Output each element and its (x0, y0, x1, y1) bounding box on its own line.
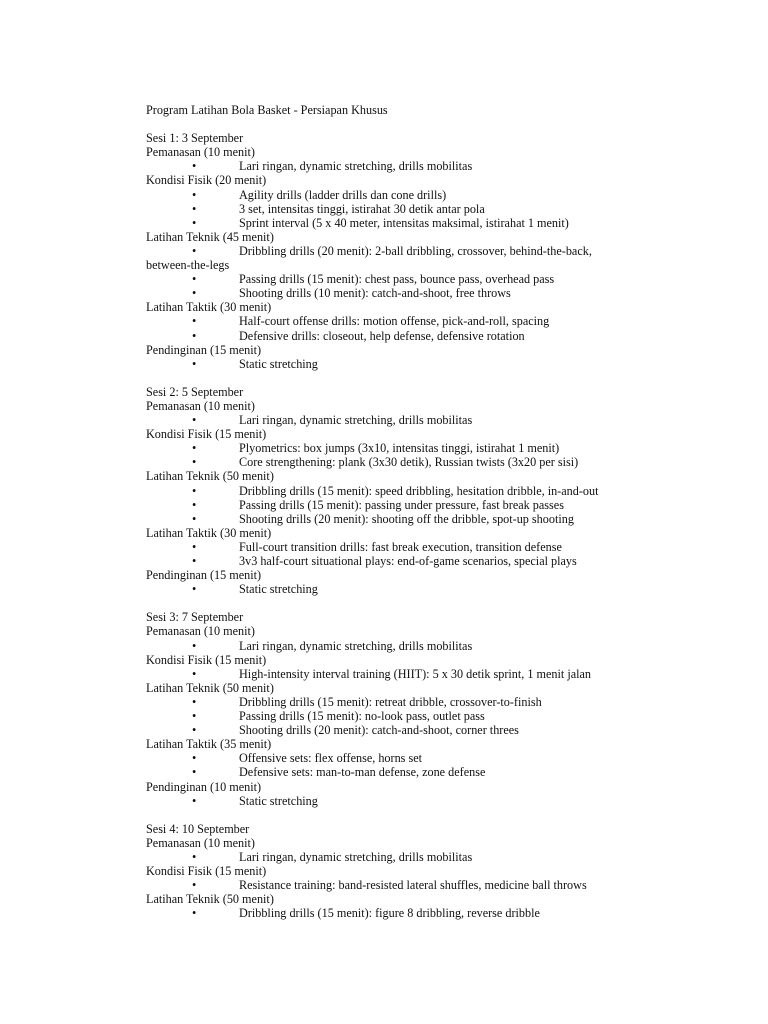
bullet-icon: • (192, 793, 197, 808)
bullet-icon: • (192, 328, 197, 343)
list-item (146, 498, 646, 512)
session-block (146, 822, 646, 921)
list-item (146, 878, 646, 892)
sessions-container (146, 131, 646, 920)
document-title: Program Latihan Bola Basket - Persiapan Khusus (146, 103, 388, 117)
section-label: Latihan Taktik (30 menit) (146, 300, 272, 315)
bullet-icon: • (192, 187, 197, 202)
list-item-text: Lari ringan, dynamic stretching, drills mobilitas (239, 638, 473, 653)
bullet-icon: • (192, 272, 197, 287)
list-item-text: Resistance training: band-resisted lateral shuffles, medicine ball throws (239, 878, 587, 893)
bullet-icon: • (192, 878, 197, 893)
bullet-icon: • (192, 666, 197, 681)
section-label: Latihan Teknik (45 menit) (146, 229, 274, 244)
bullet-icon: • (192, 441, 197, 456)
bullet-icon: • (192, 709, 197, 724)
list-item-text: Defensive drills: closeout, help defense, defensive rotation (239, 328, 525, 343)
section-label: Pemanasan (10 menit) (146, 835, 255, 850)
list-item-text: Dribbling drills (15 menit): retreat dribble, crossover-to-finish (239, 694, 542, 709)
list-item (146, 216, 646, 230)
list-item-text: Agility drills (ladder drills dan cone drills) (239, 187, 447, 202)
list-item (146, 639, 646, 653)
bullet-icon: • (192, 582, 197, 597)
section-label: Kondisi Fisik (15 menit) (146, 652, 267, 667)
list-item (146, 540, 646, 554)
list-item-text: 3v3 half-court situational plays: end-of-game scenarios, special plays (239, 554, 577, 568)
list-item-text: Dribbling drills (15 menit): speed dribbling, hesitation dribble, in-and-out (239, 483, 599, 498)
list-item-text: Lari ringan, dynamic stretching, drills mobilitas (239, 413, 473, 428)
bullet-icon: • (192, 497, 197, 512)
section-label: Latihan Teknik (50 menit) (146, 469, 274, 484)
list-item (146, 850, 646, 864)
bullet-icon: • (192, 511, 197, 526)
bullet-icon: • (192, 849, 197, 864)
bullet-icon: • (192, 314, 197, 329)
session-block (146, 131, 646, 371)
session-block (146, 610, 646, 807)
list-item-text: Core strengthening: plank (3x30 detik), Russian twists (3x20 per sisi) (239, 455, 579, 470)
list-item-text: Passing drills (15 menit): no-look pass, outlet pass (239, 709, 485, 724)
list-item-text: Static stretching (239, 356, 318, 371)
list-item (146, 286, 646, 300)
session-heading: Sesi 1: 3 September (146, 131, 244, 146)
list-item-text: Dribbling drills (20 menit): 2-ball dribbling, crossover, behind-the-back, (239, 243, 592, 258)
section-label: Pendinginan (10 menit) (146, 779, 262, 794)
bullet-icon: • (192, 554, 197, 568)
section-label: Latihan Taktik (30 menit) (146, 525, 272, 540)
session-block (146, 385, 646, 596)
list-item (146, 906, 646, 920)
bullet-icon: • (192, 694, 197, 709)
section-label: Latihan Teknik (50 menit) (146, 680, 274, 695)
bullet-icon: • (192, 638, 197, 653)
list-item-text: High-intensity interval training (HIIT): 5 x 30 detik sprint, 1 menit jalan (239, 666, 592, 681)
list-item (146, 188, 646, 202)
list-item-text: Passing drills (15 menit): passing under pressure, fast break passes (239, 497, 564, 512)
session-heading: Sesi 2: 5 September (146, 384, 244, 399)
list-item (146, 314, 646, 328)
list-item-text: Passing drills (15 menit): chest pass, bounce pass, overhead pass (239, 272, 555, 287)
list-item (146, 159, 646, 173)
list-item-text: Static stretching (239, 582, 318, 597)
bullet-icon: • (192, 413, 197, 428)
bullet-icon: • (192, 539, 197, 554)
session-heading: Sesi 4: 10 September (146, 821, 250, 836)
list-item (146, 244, 646, 258)
bullet-icon: • (192, 765, 197, 780)
list-item-text: Shooting drills (10 menit): catch-and-shoot, free throws (239, 286, 511, 301)
list-item-text: 3 set, intensitas tinggi, istirahat 30 detik antar pola (239, 201, 485, 216)
list-item (146, 484, 646, 498)
section-label: Pemanasan (10 menit) (146, 624, 255, 639)
bullet-icon: • (192, 906, 197, 921)
list-item (146, 202, 646, 216)
list-item-text: Half-court offense drills: motion offense, pick-and-roll, spacing (239, 314, 550, 329)
list-item-text: Lari ringan, dynamic stretching, drills mobilitas (239, 159, 473, 174)
section-label: Pendinginan (15 menit) (146, 342, 262, 357)
list-item (146, 272, 646, 286)
list-item (146, 709, 646, 723)
list-item-text: Plyometrics: box jumps (3x10, intensitas tinggi, istirahat 1 menit) (239, 441, 560, 456)
section-label: Pemanasan (10 menit) (146, 398, 255, 413)
list-item (146, 765, 646, 779)
section-label: Pendinginan (15 menit) (146, 568, 262, 583)
bullet-icon: • (192, 243, 197, 258)
list-item (146, 695, 646, 709)
list-item (146, 329, 646, 343)
list-item-text: Static stretching (239, 793, 318, 808)
section-label: Kondisi Fisik (15 menit) (146, 427, 267, 442)
list-item-text: Lari ringan, dynamic stretching, drills mobilitas (239, 849, 473, 864)
section-label: Kondisi Fisik (15 menit) (146, 864, 267, 879)
list-item (146, 723, 646, 737)
list-item-text: Dribbling drills (15 menit): figure 8 dribbling, reverse dribble (239, 906, 540, 921)
bullet-icon: • (192, 286, 197, 301)
list-item-text: Full-court transition drills: fast break execution, transition defense (239, 539, 562, 554)
bullet-icon: • (192, 751, 197, 766)
list-item-text: Offensive sets: flex offense, horns set (239, 751, 422, 766)
list-item (146, 554, 646, 568)
list-item (146, 357, 646, 371)
list-item (146, 441, 646, 455)
list-item (146, 413, 646, 427)
list-item-text: Defensive sets: man-to-man defense, zone defense (239, 765, 486, 780)
document-page (146, 103, 646, 935)
session-heading: Sesi 3: 7 September (146, 610, 244, 625)
list-item-continuation: between-the-legs (146, 258, 230, 273)
list-item (146, 751, 646, 765)
bullet-icon: • (192, 723, 197, 738)
list-item-text: Shooting drills (20 menit): catch-and-shoot, corner threes (239, 723, 519, 738)
bullet-icon: • (192, 356, 197, 371)
list-item (146, 794, 646, 808)
list-item-text: Sprint interval (5 x 40 meter, intensitas maksimal, istirahat 1 menit) (239, 215, 569, 230)
bullet-icon: • (192, 455, 197, 470)
bullet-icon: • (192, 159, 197, 174)
list-item (146, 455, 646, 469)
list-item (146, 512, 646, 526)
section-label: Latihan Taktik (35 menit) (146, 737, 272, 752)
section-label: Latihan Teknik (50 menit) (146, 892, 274, 907)
list-item-text: Shooting drills (20 menit): shooting off the dribble, spot-up shooting (239, 511, 574, 526)
section-label: Pemanasan (10 menit) (146, 145, 255, 160)
section-label: Kondisi Fisik (20 menit) (146, 173, 267, 188)
list-item (146, 667, 646, 681)
bullet-icon: • (192, 483, 197, 498)
bullet-icon: • (192, 201, 197, 216)
list-item (146, 582, 646, 596)
bullet-icon: • (192, 215, 197, 230)
